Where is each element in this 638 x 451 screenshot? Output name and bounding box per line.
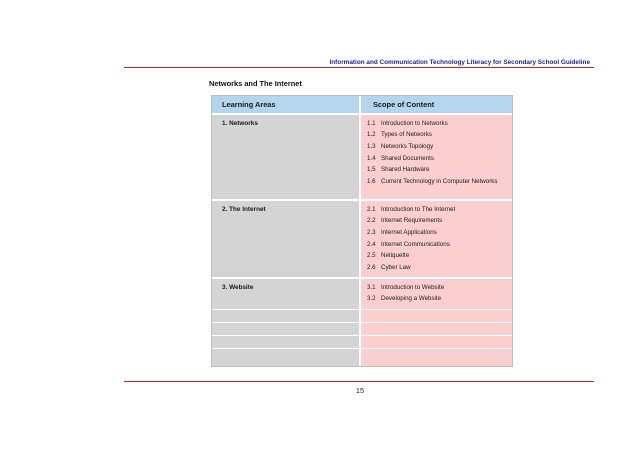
empty-area-cell (212, 336, 359, 348)
row-networks-scope-cell (361, 115, 512, 199)
scope-item: 2.5 Netiquette (367, 252, 410, 259)
empty-scope-cell (361, 349, 512, 366)
empty-scope-cell (361, 336, 512, 348)
header-learning-areas: Learning Areas (212, 96, 359, 113)
empty-area-cell (212, 323, 359, 335)
area-label-internet: 2. The Internet (222, 206, 266, 213)
section-title: Networks and The Internet (209, 79, 302, 88)
row-networks-area-cell (212, 115, 359, 199)
area-label-website: 3. Website (222, 284, 254, 291)
row-website-scope-cell (361, 279, 512, 309)
scope-item: 2.4 Internet Communications (367, 241, 450, 248)
running-header: Information and Communication Technology Literacy for Secondary School Guideline (329, 59, 590, 66)
header-rule (124, 67, 594, 68)
scope-item: 1.2 Types of Networks (367, 131, 432, 138)
scope-item: 1.3 Networks Topology (367, 143, 434, 150)
scope-item: 2.1 Introduction to The Internet (367, 206, 456, 213)
empty-area-cell (212, 310, 359, 322)
scope-item: 1.4 Shared Documents (367, 155, 434, 162)
scope-item: 3.2 Developing a Website (367, 295, 442, 302)
scope-item: 3.1 Introduction to Website (367, 284, 445, 291)
empty-scope-cell (361, 310, 512, 322)
scope-item: 1.6 Current Technology in Computer Networks (367, 178, 498, 185)
area-label-networks: 1. Networks (222, 120, 258, 127)
curriculum-table (211, 95, 513, 367)
row-website-area-cell (212, 279, 359, 309)
row-internet-scope-cell (361, 201, 512, 277)
empty-scope-cell (361, 323, 512, 335)
empty-area-cell (212, 349, 359, 366)
scope-item: 2.6 Cyber Law (367, 264, 411, 271)
scope-item: 2.3 Internet Applications (367, 229, 437, 236)
footer-rule (124, 381, 594, 382)
scope-item: 2.2 Internet Requirements (367, 217, 443, 224)
page-number: 15 (355, 386, 365, 395)
scope-item: 1.1 Introduction to Networks (367, 120, 448, 127)
scope-item: 1.5 Shared Hardware (367, 166, 430, 173)
row-internet-area-cell (212, 201, 359, 277)
header-scope-of-content: Scope of Content (361, 96, 512, 113)
